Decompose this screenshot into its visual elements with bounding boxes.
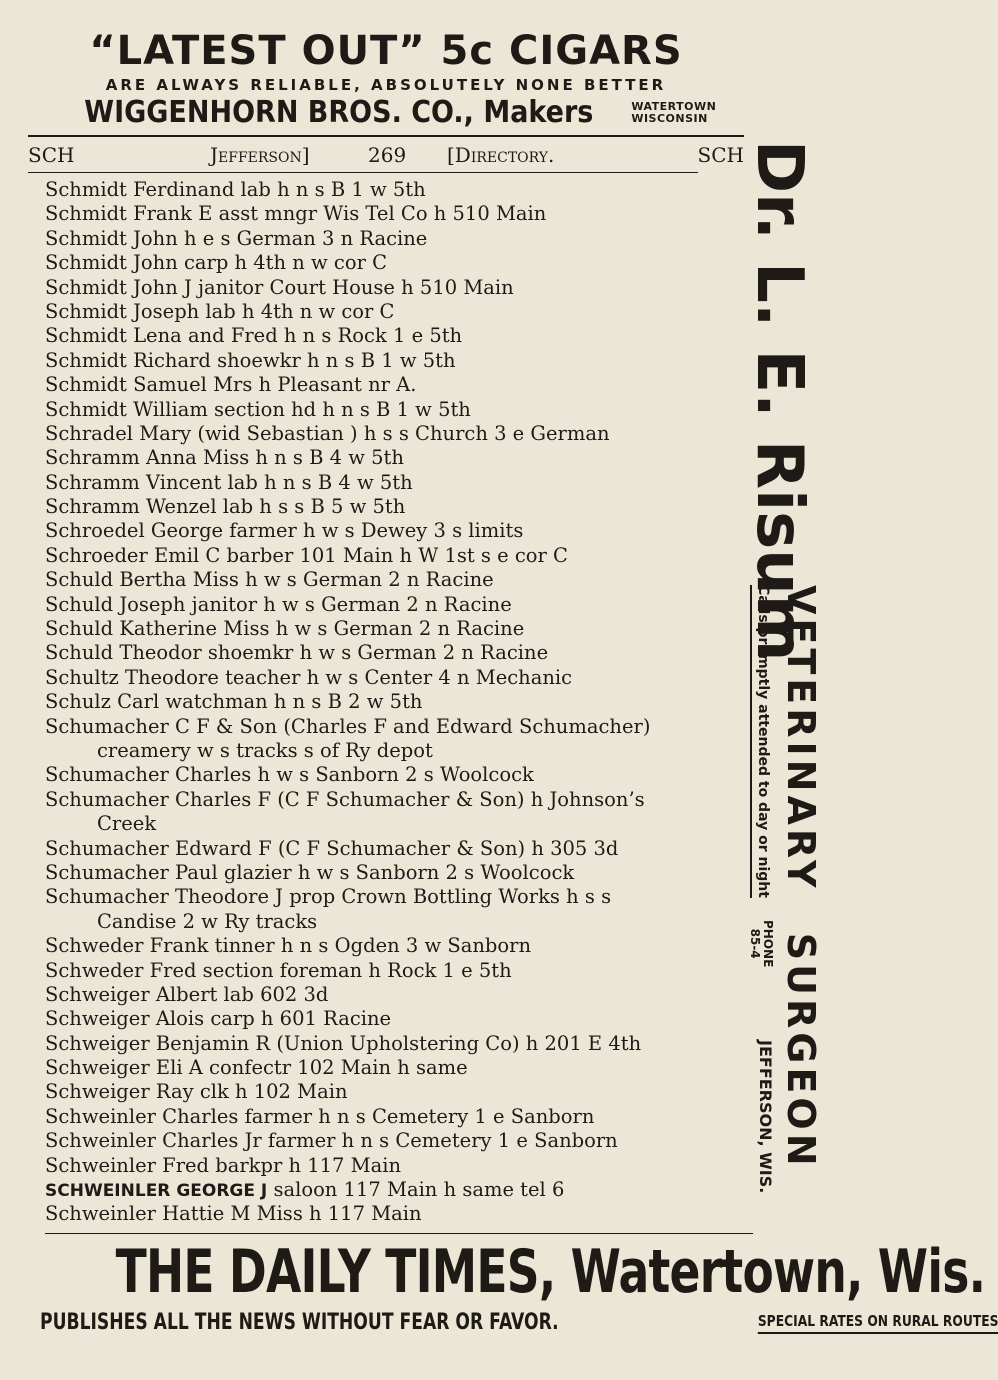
ad-headline: “LATEST OUT” 5c CIGARS xyxy=(89,28,683,74)
top-rule xyxy=(28,135,744,137)
list-item: Schmidt John J janitor Court House h 510 Main xyxy=(45,275,514,299)
ad-city-line-2: WISCONSIN xyxy=(631,112,708,125)
list-item: Schmidt Joseph lab h 4th n w cor C xyxy=(45,299,395,323)
bottom-ad-row xyxy=(28,1310,998,1335)
list-item-continuation: creamery w s tracks s of Ry depot xyxy=(97,738,433,762)
list-item: Schweinler Hattie M Miss h 117 Main xyxy=(45,1202,422,1226)
list-item-continuation: Creek xyxy=(97,812,157,836)
vet-phone xyxy=(748,920,774,967)
bottom-ad-rates: SPECIAL RATES ON RURAL ROUTES xyxy=(758,1312,998,1334)
vet-calls: Calls promptly attended to day or night xyxy=(750,585,772,898)
list-item: Schweiger Alois carp h 601 Racine xyxy=(45,1007,392,1031)
vet-city: JEFFERSON, WIS. xyxy=(756,1040,775,1194)
list-item: Schweiger Ray clk h 102 Main xyxy=(45,1080,348,1104)
list-item: Schumacher Paul glazier h w s Sanborn 2 s Woolcock xyxy=(45,860,575,884)
list-item: Schroeder Emil C barber 101 Main h W 1st s e cor C xyxy=(45,543,568,567)
list-item: Schweder Fred section foreman h Rock 1 e 5th xyxy=(45,958,512,982)
bottom-ad-slogan: PUBLISHES ALL THE NEWS WITHOUT FEAR OR FAVOR. xyxy=(40,1310,559,1335)
list-item: Schmidt Ferdinand lab h n s B 1 w 5th xyxy=(45,178,426,201)
list-item-bold xyxy=(45,1178,745,1202)
list-item: Schumacher Charles h w s Sanborn 2 s Woolcock xyxy=(45,763,534,787)
list-item: Schuld Katherine Miss h w s German 2 n Racine xyxy=(45,617,525,641)
ad-city xyxy=(631,101,716,125)
header-left-key: SCH xyxy=(28,143,75,167)
list-item: Schumacher Charles F (C F Schumacher & Son) h Johnson’s xyxy=(45,787,645,811)
list-item: Schumacher Edward F (C F Schumacher & Son) h 305 3d xyxy=(45,836,619,860)
list-item: Schradel Mary (wid Sebastian ) h s s Church 3 e German xyxy=(45,421,610,445)
ad-city-line-1: WATERTOWN xyxy=(631,100,717,113)
list-item: Schultz Theodore teacher h w s Center 4 n Mechanic xyxy=(45,665,573,689)
vet-phone-number: 85-4 xyxy=(748,928,762,959)
vet-phone-label: PHONE xyxy=(761,920,775,968)
header-page-number: 269 xyxy=(368,143,407,167)
bold-entry-name: SCHWEINLER GEORGE J xyxy=(45,1181,268,1202)
list-item: Schmidt John carp h 4th n w cor C xyxy=(45,251,388,275)
list-item: Schmidt John h e s German 3 n Racine xyxy=(45,226,428,250)
list-item: Schuld Bertha Miss h w s German 2 n Racine xyxy=(45,568,494,592)
list-item: Schweder Frank tinner h n s Ogden 3 w Sanborn xyxy=(45,934,532,958)
bold-entry-rest: saloon 117 Main h same tel 6 xyxy=(273,1178,565,1202)
list-item: Schmidt Richard shoewkr h n s B 1 w 5th xyxy=(45,348,456,372)
list-item: Schumacher Theodore J prop Crown Bottling Works h s s xyxy=(45,885,612,909)
bottom-rule xyxy=(45,1233,753,1234)
list-item: Schroedel George farmer h w s Dewey 3 s limits xyxy=(45,519,524,543)
veterinary-advertisement xyxy=(744,140,824,1230)
list-item: Schmidt Samuel Mrs h Pleasant nr A. xyxy=(45,373,417,397)
list-item: Schramm Wenzel lab h s s B 5 w 5th xyxy=(45,495,406,519)
vet-title-1: VETERINARY xyxy=(779,585,823,892)
ad-maker-row xyxy=(28,96,744,130)
list-item: Schuld Theodor shoemkr h w s German 2 n Racine xyxy=(45,641,549,665)
header-right-key: SCH xyxy=(697,143,744,167)
vet-title xyxy=(780,585,822,1170)
list-item: Schmidt William section hd h n s B 1 w 5th xyxy=(45,397,471,421)
list-item: Schweinler Charles farmer h n s Cemetery 1 e Sanborn xyxy=(45,1104,595,1128)
list-item-continuation: Candise 2 w Ry tracks xyxy=(97,909,318,933)
list-item: Schramm Vincent lab h n s B 4 w 5th xyxy=(45,470,413,494)
list-item: Schweiger Eli A confectr 102 Main h same xyxy=(45,1056,468,1080)
daily-times-advertisement xyxy=(28,1237,998,1335)
list-item: Schuld Joseph janitor h w s German 2 n Racine xyxy=(45,592,512,616)
list-item: Schumacher C F & Son (Charles F and Edward Schumacher) xyxy=(45,714,651,738)
list-item: Schmidt Lena and Fred h n s Rock 1 e 5th xyxy=(45,324,463,348)
list-item: Schweinler Fred barkpr h 117 Main xyxy=(45,1153,402,1177)
vet-name: Dr. L. E. Risum xyxy=(742,140,816,662)
list-item: Schweiger Albert lab 602 3d xyxy=(45,982,329,1006)
header-rule xyxy=(28,172,698,173)
header-county: Jefferson] xyxy=(210,143,310,167)
list-item: Schulz Carl watchman h n s B 2 w 5th xyxy=(45,690,423,714)
header-section: [Directory. xyxy=(447,143,555,167)
list-item: Schramm Anna Miss h n s B 4 w 5th xyxy=(45,446,404,470)
directory-entries xyxy=(45,178,745,1227)
ad-subline: ARE ALWAYS RELIABLE, ABSOLUTELY NONE BETTER xyxy=(105,76,667,94)
ad-maker: WIGGENHORN BROS. CO., Makers xyxy=(83,95,594,130)
cigar-advertisement xyxy=(28,28,744,130)
list-item: Schmidt Frank E asst mngr Wis Tel Co h 510 Main xyxy=(45,202,547,226)
list-item: Schweiger Benjamin R (Union Upholstering Co) h 201 E 4th xyxy=(45,1031,642,1055)
bottom-ad-title: THE DAILY TIMES, Watertown, Wis. xyxy=(115,1237,986,1307)
list-item: Schweinler Charles Jr farmer h n s Cemetery 1 e Sanborn xyxy=(45,1129,618,1153)
vet-title-2: SURGEON xyxy=(779,932,823,1170)
page-header xyxy=(28,141,744,171)
